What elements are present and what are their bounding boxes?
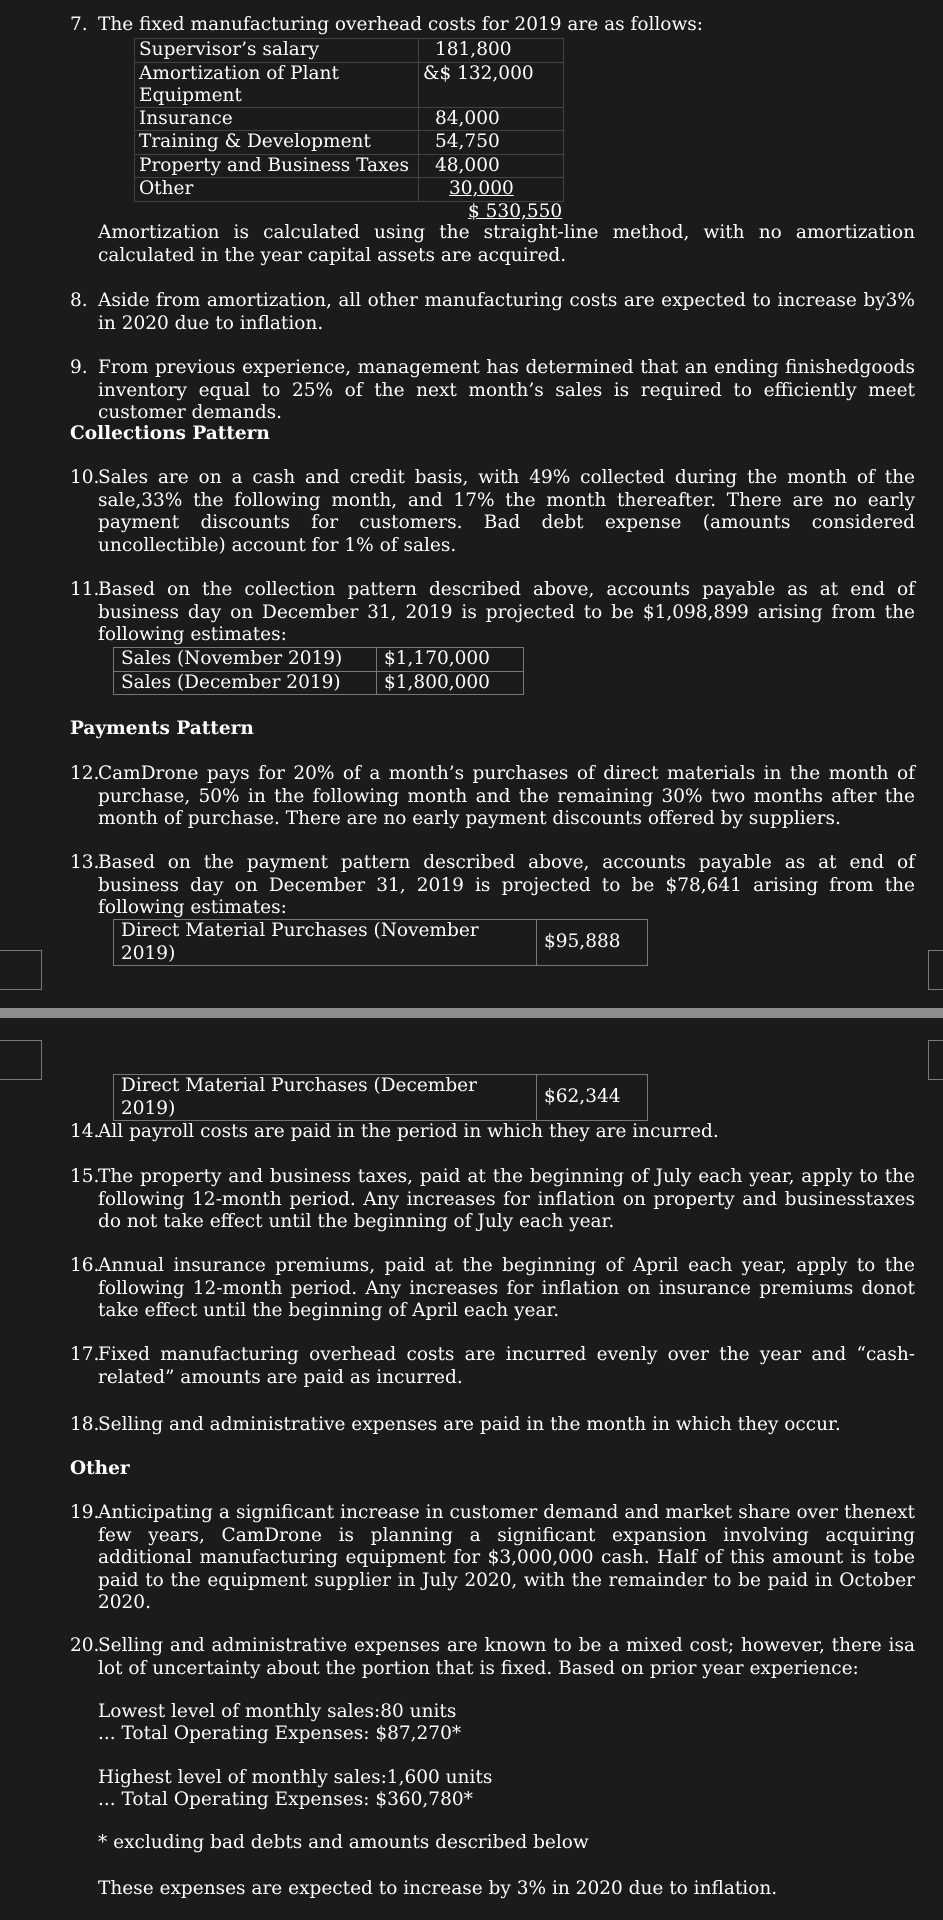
table-row [135, 131, 564, 155]
amortization-note: Amortization is calculated using the straight-line method, with no amortization calculated in the year capital assets are acquired. [98, 222, 915, 266]
item-text: Annual insurance premiums, paid at the beginning of April each year, apply to the following 12-month period. Any increases for inflation on insurance premiums donot take effect until the beginning of April each year. [98, 1255, 915, 1321]
table-row [135, 62, 564, 107]
item-12 [70, 763, 915, 831]
item-number: 15. [70, 1166, 100, 1187]
table-row [135, 154, 564, 178]
item-8 [70, 290, 915, 335]
item-number: 9. [70, 357, 88, 378]
footnote: * excluding bad debts and amounts described below [98, 1832, 589, 1853]
item-number: 19. [70, 1502, 100, 1523]
item-7 [70, 14, 915, 37]
table-row [114, 648, 524, 672]
overhead-total: $ 530,550 [468, 201, 563, 222]
item-text: CamDrone pays for 20% of a month’s purchases of direct materials in the month of purchase, 50% in the following month and the remaining 30% two months after the month of purchase. There are no early payment discounts offered by suppliers. [98, 763, 915, 829]
item-11 [70, 579, 915, 647]
item-number: 11. [70, 579, 100, 600]
page-corner-mark [928, 950, 943, 990]
item-text: Fixed manufacturing overhead costs are incurred evenly over the year and “cash-related” amounts are paid as incurred. [98, 1344, 915, 1388]
row-label: Training & Development [135, 131, 419, 155]
table-row [135, 107, 564, 131]
row-value: &$ 132,000 [419, 62, 564, 107]
purchases-dec-table [113, 1074, 648, 1121]
other-heading: Other [70, 1458, 130, 1479]
payments-heading: Payments Pattern [70, 718, 254, 739]
item-17 [70, 1344, 915, 1389]
item-text: The fixed manufacturing overhead costs for 2019 are as follows: [98, 14, 704, 35]
item-16 [70, 1255, 915, 1323]
row-value: $1,800,000 [377, 671, 524, 695]
item-9 [70, 357, 915, 425]
inflation-note: These expenses are expected to increase by 3% in 2020 due to inflation. [98, 1878, 778, 1899]
row-value: $1,170,000 [377, 648, 524, 672]
fixed-overhead-table [134, 38, 564, 202]
lowest-sales-line: Lowest level of monthly sales:80 units [98, 1701, 457, 1722]
row-label: Sales (December 2019) [114, 671, 377, 695]
item-text: Sales are on a cash and credit basis, with 49% collected during the month of the sale,33% the following month, and 17% the month thereafter. There are no early payment discounts for customers. Bad debt expense (amounts considered uncollectible) account for 1% of sales. [98, 467, 915, 556]
item-text: Aside from amortization, all other manufacturing costs are expected to increase by3% in 2020 due to inflation. [98, 290, 915, 334]
item-number: 20. [70, 1635, 100, 1656]
row-label: Other [135, 178, 419, 202]
page-corner-mark [928, 1040, 943, 1080]
item-14 [70, 1121, 915, 1144]
item-13 [70, 852, 915, 920]
row-value: $62,344 [537, 1075, 648, 1121]
item-text: The property and business taxes, paid at the beginning of July each year, apply to the following 12-month period. Any increases for inflation on property and businesstaxes do not take effect until the beginning of July each year. [98, 1166, 915, 1232]
page-separator [0, 1008, 943, 1018]
item-number: 13. [70, 852, 100, 873]
page-corner-mark [0, 950, 42, 990]
row-label: Direct Material Purchases (November 2019) [114, 920, 537, 966]
row-value: 30,000 [419, 178, 564, 202]
collections-heading: Collections Pattern [70, 423, 270, 444]
sales-estimates-table [113, 647, 524, 695]
item-10 [70, 467, 915, 557]
item-text: Based on the payment pattern described above, accounts payable as at end of business day on December 31, 2019 is projected to be $78,641 arising from the following estimates: [98, 852, 915, 918]
item-number: 7. [70, 14, 88, 35]
table-row [114, 1075, 648, 1121]
document-page-2 [0, 1018, 943, 1920]
highest-expenses-line: ... Total Operating Expenses: $360,780* [98, 1789, 473, 1810]
item-number: 10. [70, 467, 100, 488]
row-label: Direct Material Purchases (December 2019) [114, 1075, 537, 1121]
highest-sales-line: Highest level of monthly sales:1,600 units [98, 1767, 493, 1788]
item-number: 18. [70, 1414, 100, 1435]
item-18 [70, 1414, 915, 1437]
page-corner-mark [0, 1040, 42, 1080]
item-15 [70, 1166, 915, 1234]
row-label: Amortization of Plant Equipment [135, 62, 419, 107]
table-row [135, 178, 564, 202]
row-label: Sales (November 2019) [114, 648, 377, 672]
row-label: Property and Business Taxes [135, 154, 419, 178]
item-20 [70, 1635, 915, 1680]
item-19 [70, 1502, 915, 1615]
item-text: Based on the collection pattern described above, accounts payable as at end of business day on December 31, 2019 is projected to be $1,098,899 arising from the following estimates: [98, 579, 915, 645]
row-label: Supervisor’s salary [135, 39, 419, 63]
row-value: 48,000 [419, 154, 564, 178]
row-value: 181,800 [419, 39, 564, 63]
row-label: Insurance [135, 107, 419, 131]
table-row [114, 671, 524, 695]
item-number: 12. [70, 763, 100, 784]
item-number: 17. [70, 1344, 100, 1365]
row-value: $95,888 [537, 920, 648, 966]
lowest-expenses-line: ... Total Operating Expenses: $87,270* [98, 1723, 462, 1744]
item-number: 16. [70, 1255, 100, 1276]
item-text: Anticipating a significant increase in customer demand and market share over thenext few years, CamDrone is planning a significant expansion involving acquiring additional manufacturing equipment for $3,000,000 cash. Half of this amount is tobe paid to the equipment supplier in July 2020, with the remainder to be paid in October 2020. [98, 1502, 915, 1613]
row-value: 84,000 [419, 107, 564, 131]
item-number: 14. [70, 1121, 100, 1142]
item-text: Selling and administrative expenses are paid in the month in which they occur. [98, 1414, 841, 1435]
item-text: From previous experience, management has determined that an ending finishedgoods inventory equal to 25% of the next month’s sales is required to efficiently meet customer demands. [98, 357, 915, 423]
table-row [135, 39, 564, 63]
purchases-nov-table [113, 919, 648, 966]
item-number: 8. [70, 290, 88, 311]
row-value: 54,750 [419, 131, 564, 155]
item-text: All payroll costs are paid in the period in which they are incurred. [98, 1121, 719, 1142]
table-row [114, 920, 648, 966]
item-text: Selling and administrative expenses are known to be a mixed cost; however, there isa lot of uncertainty about the portion that is fixed. Based on prior year experience: [98, 1635, 915, 1679]
